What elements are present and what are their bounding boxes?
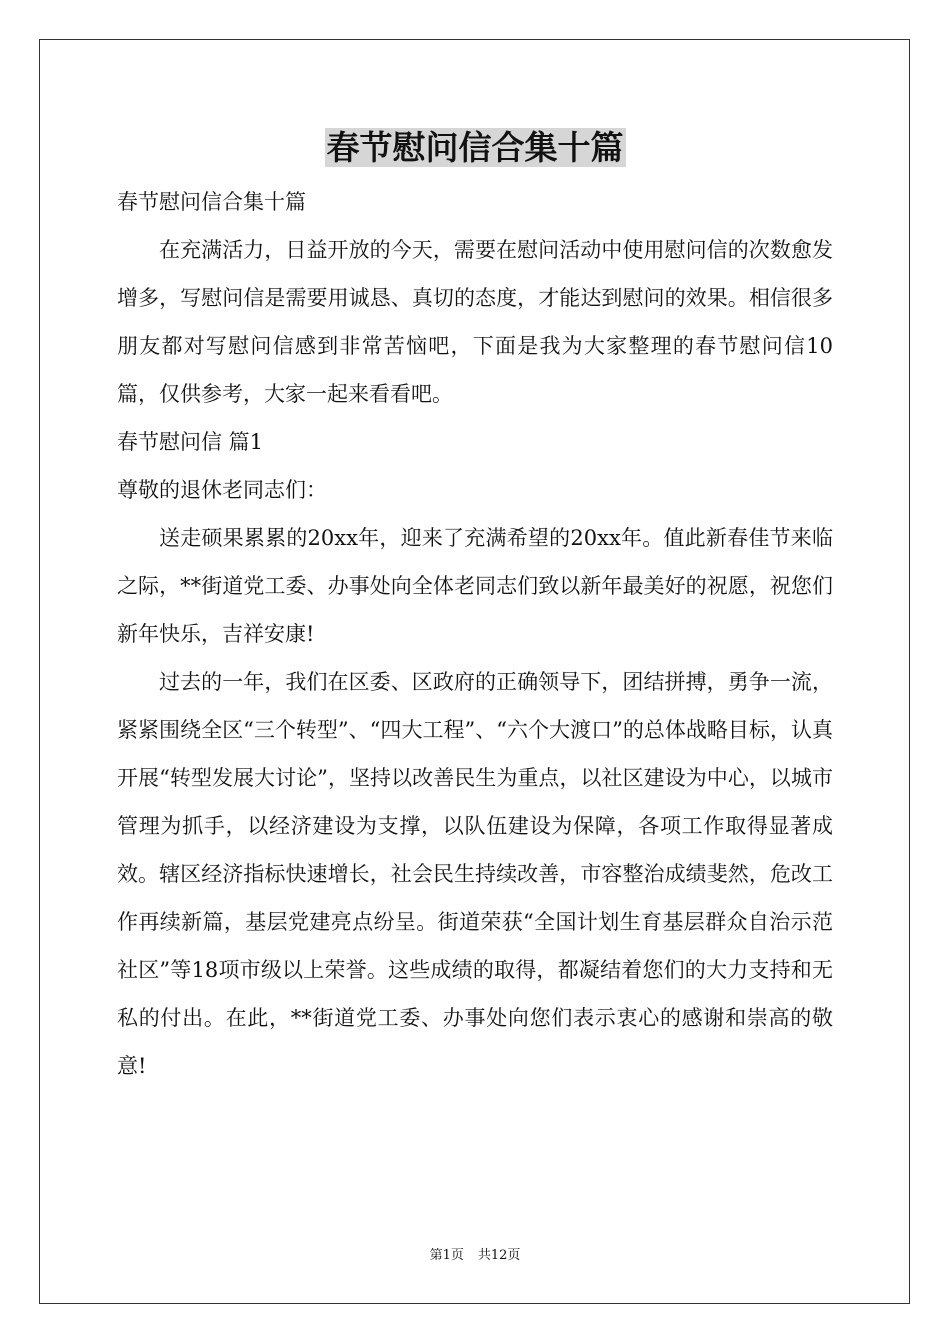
body-paragraph-1: 送走硕果累累的20xx年，迎来了充满希望的20xx年。值此新春佳节来临之际，**街道党工委、办事处向全体老同志们致以新年最美好的祝愿，祝您们新年快乐，吉祥安康! xyxy=(117,526,833,646)
document-subtitle: 春节慰问信合集十篇 xyxy=(117,190,306,214)
section-heading: 春节慰问信 篇1 xyxy=(117,430,264,454)
page-number: 第1页 xyxy=(429,1248,464,1263)
document-title xyxy=(0,124,950,172)
document-title-text: 春节慰问信合集十篇 xyxy=(326,128,624,167)
body-paragraph-2: 过去的一年，我们在区委、区政府的正确领导下，团结拼搏，勇争一流，紧紧围绕全区“三个转型”、“四大工程”、“六个大渡口”的总体战略目标，认真开展“转型发展大讨论”，坚持以改善民生为重点，以社区建设为中心，以城市管理为抓手，以经济建设为支撑，以队伍建设为保障，各项工作取得显著成效。辖区经济指标快速增长，社会民生持续改善，市容整治成绩斐然，危改工作再续新篇，基层党建亮点纷呈。街道荣获“全国计划生育基层群众自治示范社区”等18项市级以上荣誉。这些成绩的取得，都凝结着您们的大力支持和无私的付出。在此，**街道党工委、办事处向您们表示衷心的感谢和崇高的敬意! xyxy=(117,670,833,1078)
intro-paragraph: 在充满活力，日益开放的今天，需要在慰问活动中使用慰问信的次数愈发增多，写慰问信是需要用诚恳、真切的态度，才能达到慰问的效果。相信很多朋友都对写慰问信感到非常苦恼吧，下面是我为大家整理的春节慰问信10篇，仅供参考，大家一起来看看吧。 xyxy=(117,238,833,406)
salutation: 尊敬的退休老同志们： xyxy=(117,478,327,502)
document-body xyxy=(117,178,833,1090)
page-footer xyxy=(0,1246,950,1266)
page-total: 共12页 xyxy=(477,1248,521,1263)
